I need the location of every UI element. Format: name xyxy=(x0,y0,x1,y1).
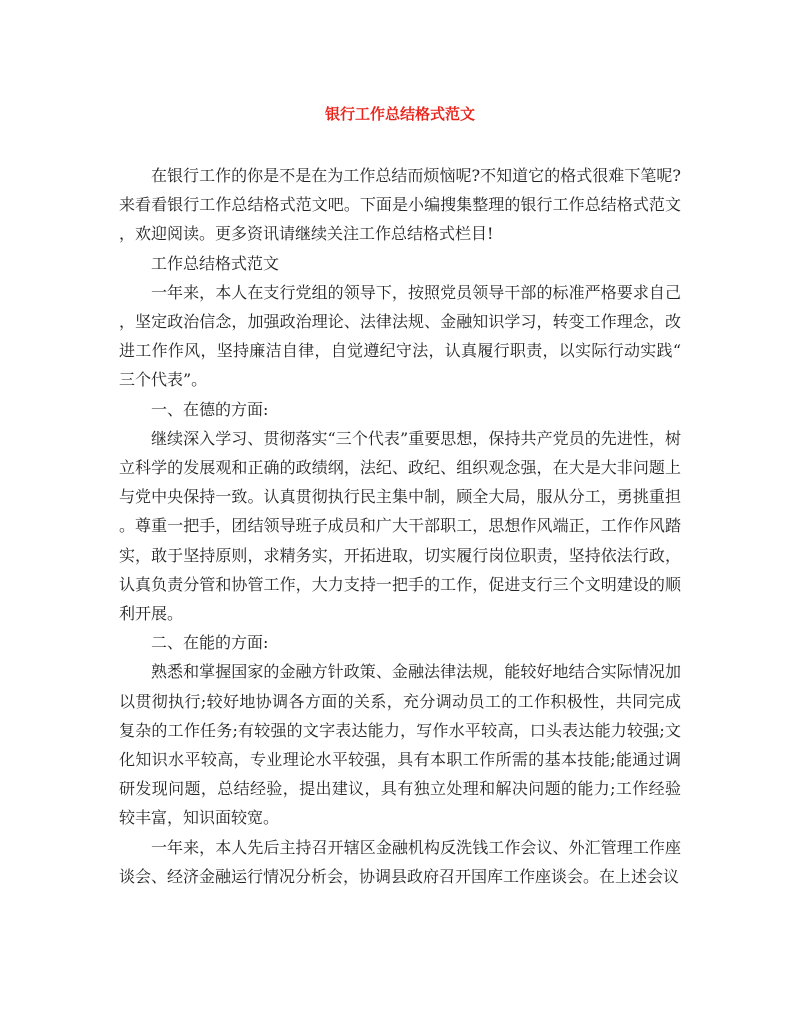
paragraph-morality: 继续深入学习、贯彻落实“三个代表”重要思想，保持共产党员的先进性，树立科学的发展观和正确的政绩纲，法纪、政纪、组织观念强，在大是大非问题上与党中央保持一致。认真贯彻执行民主集中制，顾全大局，服从分工，勇挑重担。尊重一把手，团结领导班子成员和广大干部职工，思想作风端正，工作作风踏实，敢于坚持原则，求精务实，开拓进取，切实履行岗位职责，坚持依法行政，认真负责分管和协管工作，大力支持一把手的工作，促进支行三个文明建设的顺利开展。 xyxy=(119,428,681,624)
document-body xyxy=(119,161,681,891)
document-title: 银行工作总结格式范文 xyxy=(324,105,475,123)
section-heading-morality: 一、在德的方面: xyxy=(151,399,269,419)
paragraph-heading-format: 工作总结格式范文 xyxy=(151,253,280,273)
paragraph-overview: 一年来，本人在支行党组的领导下，按照党员领导干部的标准严格要求自己，坚定政治信念，加强政治理论、法律法规、金融知识学习，转变工作理念，改进工作作风，坚持廉洁自律，自觉遵纪守法，认真履行职责，以实际行动实践“三个代表”。 xyxy=(119,282,681,390)
section-heading-ability: 二、在能的方面: xyxy=(151,633,269,653)
paragraph-meetings: 一年来，本人先后主持召开辖区金融机构反洗钱工作会议、外汇管理工作座谈会、经济金融运行情况分析会，协调县政府召开国库工作座谈会。在上述会议 xyxy=(119,837,681,886)
paragraph-intro: 在银行工作的你是不是在为工作总结而烦恼呢?不知道它的格式很难下笔呢?来看看银行工作总结格式范文吧。下面是小编搜集整理的银行工作总结格式范文，欢迎阅读。更多资讯请继续关注工作总结格式栏目! xyxy=(119,166,681,244)
paragraph-ability: 熟悉和掌握国家的金融方针政策、金融法律法规，能较好地结合实际情况加以贯彻执行;较好地协调各方面的关系，充分调动员工的工作积极性，共同完成复杂的工作任务;有较强的文字表达能力，写作水平较高，口头表达能力较强;文化知识水平较高，专业理论水平较强，具有本职工作所需的基本技能;能通过调研发现问题，总结经验，提出建议，具有独立处理和解决问题的能力;工作经验较丰富，知识面较宽。 xyxy=(119,662,681,828)
